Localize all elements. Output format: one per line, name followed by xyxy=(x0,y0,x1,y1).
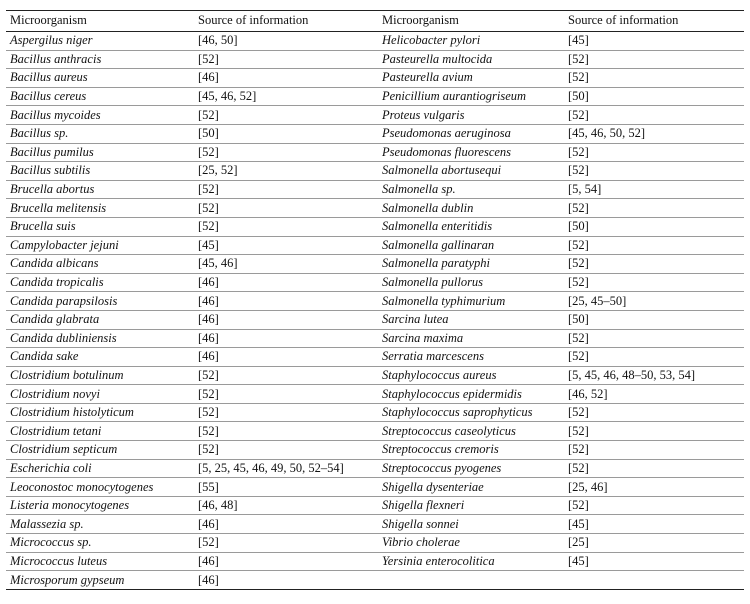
microorganism-cell: Sarcina maxima xyxy=(378,329,564,348)
source-cell xyxy=(564,571,744,590)
microorganism-cell: Penicillium aurantiogriseum xyxy=(378,87,564,106)
source-cell: [52] xyxy=(194,106,378,125)
microorganism-cell: Salmonella enteritidis xyxy=(378,217,564,236)
source-cell: [5, 45, 46, 48–50, 53, 54] xyxy=(564,366,744,385)
source-cell: [52] xyxy=(564,329,744,348)
source-cell: [46, 52] xyxy=(564,385,744,404)
source-cell: [45, 46, 52] xyxy=(194,87,378,106)
microorganism-cell: Bacillus subtilis xyxy=(6,162,194,181)
header-source-right: Source of information xyxy=(564,11,744,32)
microorganism-cell: Streptococcus cremoris xyxy=(378,441,564,460)
microorganism-cell: Microsporum gypseum xyxy=(6,571,194,590)
microorganism-cell: Candida sake xyxy=(6,348,194,367)
source-cell: [52] xyxy=(564,273,744,292)
source-cell: [52] xyxy=(564,348,744,367)
microorganism-cell: Salmonella dublin xyxy=(378,199,564,218)
microorganism-cell: Sarcina lutea xyxy=(378,310,564,329)
microorganism-cell: Staphylococcus saprophyticus xyxy=(378,403,564,422)
source-cell: [52] xyxy=(564,496,744,515)
microorganism-cell: Micrococcus sp. xyxy=(6,534,194,553)
source-cell: [45] xyxy=(564,32,744,51)
source-cell: [52] xyxy=(194,199,378,218)
source-cell: [25, 45–50] xyxy=(564,292,744,311)
table-row xyxy=(6,422,744,441)
microorganism-cell: Listeria monocytogenes xyxy=(6,496,194,515)
table-row xyxy=(6,143,744,162)
table-row xyxy=(6,459,744,478)
source-cell: [46] xyxy=(194,348,378,367)
source-cell: [52] xyxy=(194,143,378,162)
table-row xyxy=(6,217,744,236)
microorganism-cell: Vibrio cholerae xyxy=(378,534,564,553)
table-row xyxy=(6,403,744,422)
source-cell: [25, 52] xyxy=(194,162,378,181)
source-cell: [46, 48] xyxy=(194,496,378,515)
microorganism-cell: Streptococcus pyogenes xyxy=(378,459,564,478)
microorganism-cell: Staphylococcus epidermidis xyxy=(378,385,564,404)
microorganism-cell: Malassezia sp. xyxy=(6,515,194,534)
source-cell: [52] xyxy=(194,403,378,422)
source-cell: [46, 50] xyxy=(194,32,378,51)
source-cell: [46] xyxy=(194,329,378,348)
table-row xyxy=(6,124,744,143)
microorganism-table xyxy=(6,10,744,590)
source-cell: [46] xyxy=(194,69,378,88)
microorganism-cell: Escherichia coli xyxy=(6,459,194,478)
microorganism-cell: Yersinia enterocolitica xyxy=(378,552,564,571)
microorganism-cell: Bacillus anthracis xyxy=(6,50,194,69)
table-row xyxy=(6,348,744,367)
source-cell: [25, 46] xyxy=(564,478,744,497)
microorganism-cell: Shigella flexneri xyxy=(378,496,564,515)
table-row xyxy=(6,534,744,553)
source-cell: [52] xyxy=(194,50,378,69)
source-cell: [46] xyxy=(194,292,378,311)
microorganism-cell: Leoconostoc monocytogenes xyxy=(6,478,194,497)
microorganism-cell: Proteus vulgaris xyxy=(378,106,564,125)
table-row xyxy=(6,162,744,181)
source-cell: [52] xyxy=(564,459,744,478)
source-cell: [5, 25, 45, 46, 49, 50, 52–54] xyxy=(194,459,378,478)
table-row xyxy=(6,571,744,590)
source-cell: [45, 46] xyxy=(194,255,378,274)
header-microorganism-left: Microorganism xyxy=(6,11,194,32)
source-cell: [52] xyxy=(564,255,744,274)
table-row xyxy=(6,180,744,199)
microorganism-cell: Clostridium botulinum xyxy=(6,366,194,385)
table-row xyxy=(6,255,744,274)
microorganism-cell: Clostridium septicum xyxy=(6,441,194,460)
microorganism-cell: Shigella sonnei xyxy=(378,515,564,534)
source-cell: [52] xyxy=(564,199,744,218)
table-row xyxy=(6,478,744,497)
table-row xyxy=(6,385,744,404)
source-cell: [50] xyxy=(564,87,744,106)
microorganism-cell: Salmonella abortusequi xyxy=(378,162,564,181)
microorganism-cell: Clostridium novyi xyxy=(6,385,194,404)
source-cell: [45] xyxy=(564,515,744,534)
microorganism-cell: Pseudomonas aeruginosa xyxy=(378,124,564,143)
source-cell: [52] xyxy=(194,217,378,236)
microorganism-cell: Salmonella paratyphi xyxy=(378,255,564,274)
source-cell: [52] xyxy=(564,69,744,88)
table-row xyxy=(6,292,744,311)
table-body xyxy=(6,32,744,590)
microorganism-cell: Bacillus pumilus xyxy=(6,143,194,162)
source-cell: [52] xyxy=(194,534,378,553)
microorganism-cell: Salmonella gallinaran xyxy=(378,236,564,255)
microorganism-cell xyxy=(378,571,564,590)
microorganism-cell: Bacillus cereus xyxy=(6,87,194,106)
microorganism-cell: Serratia marcescens xyxy=(378,348,564,367)
source-cell: [52] xyxy=(564,403,744,422)
table-row xyxy=(6,366,744,385)
source-cell: [52] xyxy=(194,366,378,385)
source-cell: [50] xyxy=(564,310,744,329)
table-row xyxy=(6,496,744,515)
header-row xyxy=(6,11,744,32)
microorganism-cell: Salmonella typhimurium xyxy=(378,292,564,311)
microorganism-cell: Pseudomonas fluorescens xyxy=(378,143,564,162)
source-cell: [52] xyxy=(564,162,744,181)
source-cell: [52] xyxy=(564,50,744,69)
microorganism-cell: Micrococcus luteus xyxy=(6,552,194,571)
source-cell: [52] xyxy=(564,106,744,125)
microorganism-cell: Bacillus aureus xyxy=(6,69,194,88)
source-cell: [25] xyxy=(564,534,744,553)
source-cell: [52] xyxy=(564,422,744,441)
microorganism-cell: Candida parapsilosis xyxy=(6,292,194,311)
table-row xyxy=(6,87,744,106)
table-row xyxy=(6,552,744,571)
source-cell: [46] xyxy=(194,571,378,590)
source-cell: [52] xyxy=(564,236,744,255)
microorganism-cell: Campylobacter jejuni xyxy=(6,236,194,255)
table-row xyxy=(6,106,744,125)
microorganism-cell: Candida albicans xyxy=(6,255,194,274)
microorganism-cell: Salmonella pullorus xyxy=(378,273,564,292)
microorganism-cell: Brucella suis xyxy=(6,217,194,236)
microorganism-cell: Staphylococcus aureus xyxy=(378,366,564,385)
source-cell: [45] xyxy=(194,236,378,255)
table-row xyxy=(6,273,744,292)
microorganism-cell: Bacillus mycoides xyxy=(6,106,194,125)
table-row xyxy=(6,310,744,329)
microorganism-cell: Pasteurella avium xyxy=(378,69,564,88)
source-cell: [46] xyxy=(194,552,378,571)
table-row xyxy=(6,329,744,348)
microorganism-cell: Pasteurella multocida xyxy=(378,50,564,69)
table-row xyxy=(6,32,744,51)
source-cell: [45] xyxy=(564,552,744,571)
source-cell: [45, 46, 50, 52] xyxy=(564,124,744,143)
microorganism-cell: Streptococcus caseolyticus xyxy=(378,422,564,441)
source-cell: [52] xyxy=(564,143,744,162)
table-row xyxy=(6,199,744,218)
source-cell: [52] xyxy=(194,385,378,404)
source-cell: [46] xyxy=(194,273,378,292)
source-cell: [46] xyxy=(194,515,378,534)
table-row xyxy=(6,441,744,460)
microorganism-cell: Clostridium histolyticum xyxy=(6,403,194,422)
source-cell: [52] xyxy=(564,441,744,460)
microorganism-cell: Candida dubliniensis xyxy=(6,329,194,348)
microorganism-cell: Bacillus sp. xyxy=(6,124,194,143)
source-cell: [52] xyxy=(194,441,378,460)
microorganism-cell: Clostridium tetani xyxy=(6,422,194,441)
table-row xyxy=(6,515,744,534)
source-cell: [5, 54] xyxy=(564,180,744,199)
table-row xyxy=(6,236,744,255)
source-cell: [52] xyxy=(194,180,378,199)
source-cell: [46] xyxy=(194,310,378,329)
microorganism-cell: Brucella melitensis xyxy=(6,199,194,218)
microorganism-cell: Candida glabrata xyxy=(6,310,194,329)
reference-table-container xyxy=(6,10,744,590)
microorganism-cell: Aspergilus niger xyxy=(6,32,194,51)
microorganism-cell: Brucella abortus xyxy=(6,180,194,199)
source-cell: [55] xyxy=(194,478,378,497)
table-row xyxy=(6,50,744,69)
microorganism-cell: Helicobacter pylori xyxy=(378,32,564,51)
microorganism-cell: Shigella dysenteriae xyxy=(378,478,564,497)
microorganism-cell: Candida tropicalis xyxy=(6,273,194,292)
source-cell: [52] xyxy=(194,422,378,441)
header-microorganism-right: Microorganism xyxy=(378,11,564,32)
microorganism-cell: Salmonella sp. xyxy=(378,180,564,199)
table-row xyxy=(6,69,744,88)
header-source-left: Source of information xyxy=(194,11,378,32)
source-cell: [50] xyxy=(564,217,744,236)
source-cell: [50] xyxy=(194,124,378,143)
